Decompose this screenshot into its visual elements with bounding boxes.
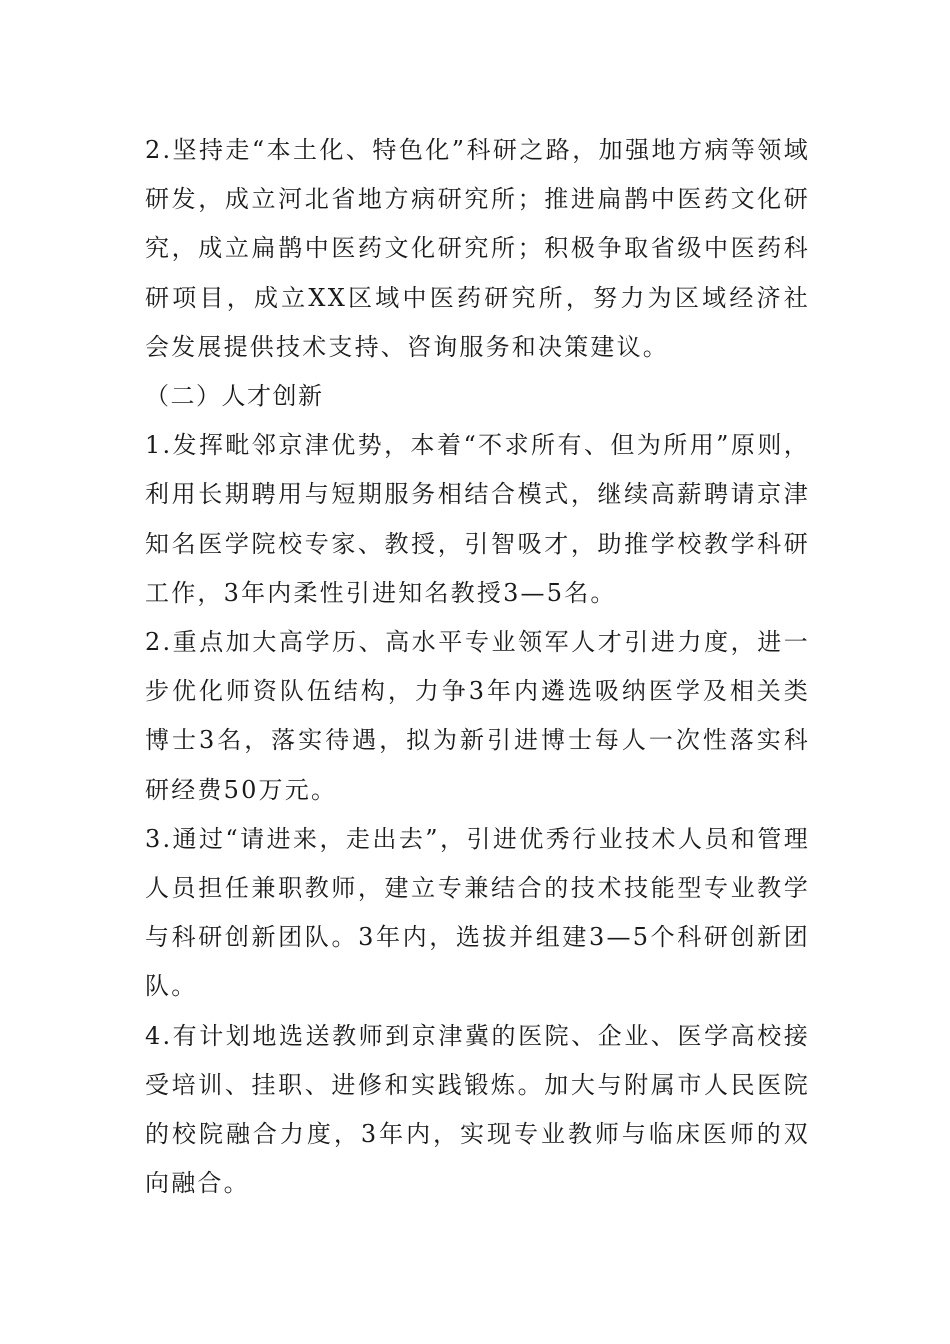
paragraph-talent-2: 2.重点加大高学历、高水平专业领军人才引进力度，进一步优化师资队伍结构，力争3年内遴选吸纳医学及相关类博士3名，落实待遇，拟为新引进博士每人一次性落实科研经费50万元。 (145, 628, 810, 804)
paragraph-talent-1: 1.发挥毗邻京津优势，本着“不求所有、但为所用”原则，利用长期聘用与短期服务相结合模式，继续高薪聘请京津知名医学院校专家、教授，引智吸才，助推学校教学科研工作，3年内柔性引进知名教授3—5名。 (145, 431, 810, 607)
paragraph-talent-4: 4.有计划地选送教师到京津冀的医院、企业、医学高校接受培训、挂职、进修和实践锻炼。加大与附属市人民医院的校院融合力度，3年内，实现专业教师与临床医师的双向融合。 (145, 1021, 810, 1198)
document-body (145, 126, 810, 1208)
paragraph-talent-3: 3.通过“请进来，走出去”，引进优秀行业技术人员和管理人员担任兼职教师，建立专兼结合的技术技能型专业教学与科研创新团队。3年内，选拔并组建3—5个科研创新团队。 (145, 824, 810, 1001)
section-heading-talent-innovation: （二）人才创新 (145, 382, 324, 411)
paragraph-research-institutes: 2.坚持走“本土化、特色化”科研之路，加强地方病等领域研发，成立河北省地方病研究所；推进扁鹊中医药文化研究，成立扁鹊中医药文化研究所；积极争取省级中医药科研项目，成立XX区域中医药研究所，努力为区域经济社会发展提供技术支持、咨询服务和决策建议。 (145, 136, 810, 361)
